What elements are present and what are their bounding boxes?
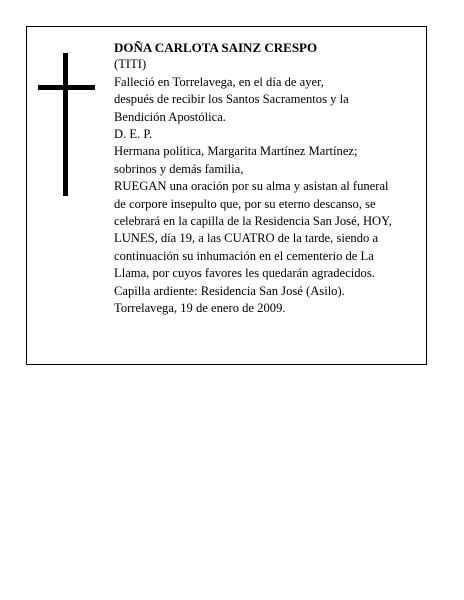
body-line: Falleció en Torrelavega, en el día de ayer, [114, 74, 324, 89]
body-line: continuación su inhumación en el cementerio de La [114, 248, 374, 263]
body-line: Llama, por cuyos favores les quedarán agradecidos. [114, 266, 375, 281]
obituary-text [114, 39, 420, 318]
dep-line: D. E. P. [114, 127, 153, 142]
body-line: Hermana política, Margarita Martínez Martínez; [114, 144, 358, 159]
cross-vertical-bar [63, 53, 68, 196]
body-line: LUNES, día 19, a las CUATRO de la tarde, siendo a [114, 231, 379, 246]
chapel-line: Capilla ardiente: Residencia San José (Asilo). [114, 283, 345, 298]
body-line: celebrará en la capilla de la Residencia San José, HOY, [114, 214, 392, 229]
body-line: Bendición Apostólica. [114, 109, 226, 124]
cross-horizontal-bar [38, 85, 95, 90]
body-line: RUEGAN una oración por su alma y asistan al funeral [114, 179, 389, 194]
deceased-name: DOÑA CARLOTA SAINZ CRESPO [114, 40, 318, 55]
body-line: después de recibir los Santos Sacramentos y la [114, 92, 349, 107]
body-line: de corpore insepulto que, por su eterno descanso, se [114, 196, 376, 211]
deceased-nickname: (TITI) [114, 57, 147, 72]
body-line: sobrinos y demás familia, [114, 161, 244, 176]
place-date-line: Torrelavega, 19 de enero de 2009. [114, 301, 286, 316]
